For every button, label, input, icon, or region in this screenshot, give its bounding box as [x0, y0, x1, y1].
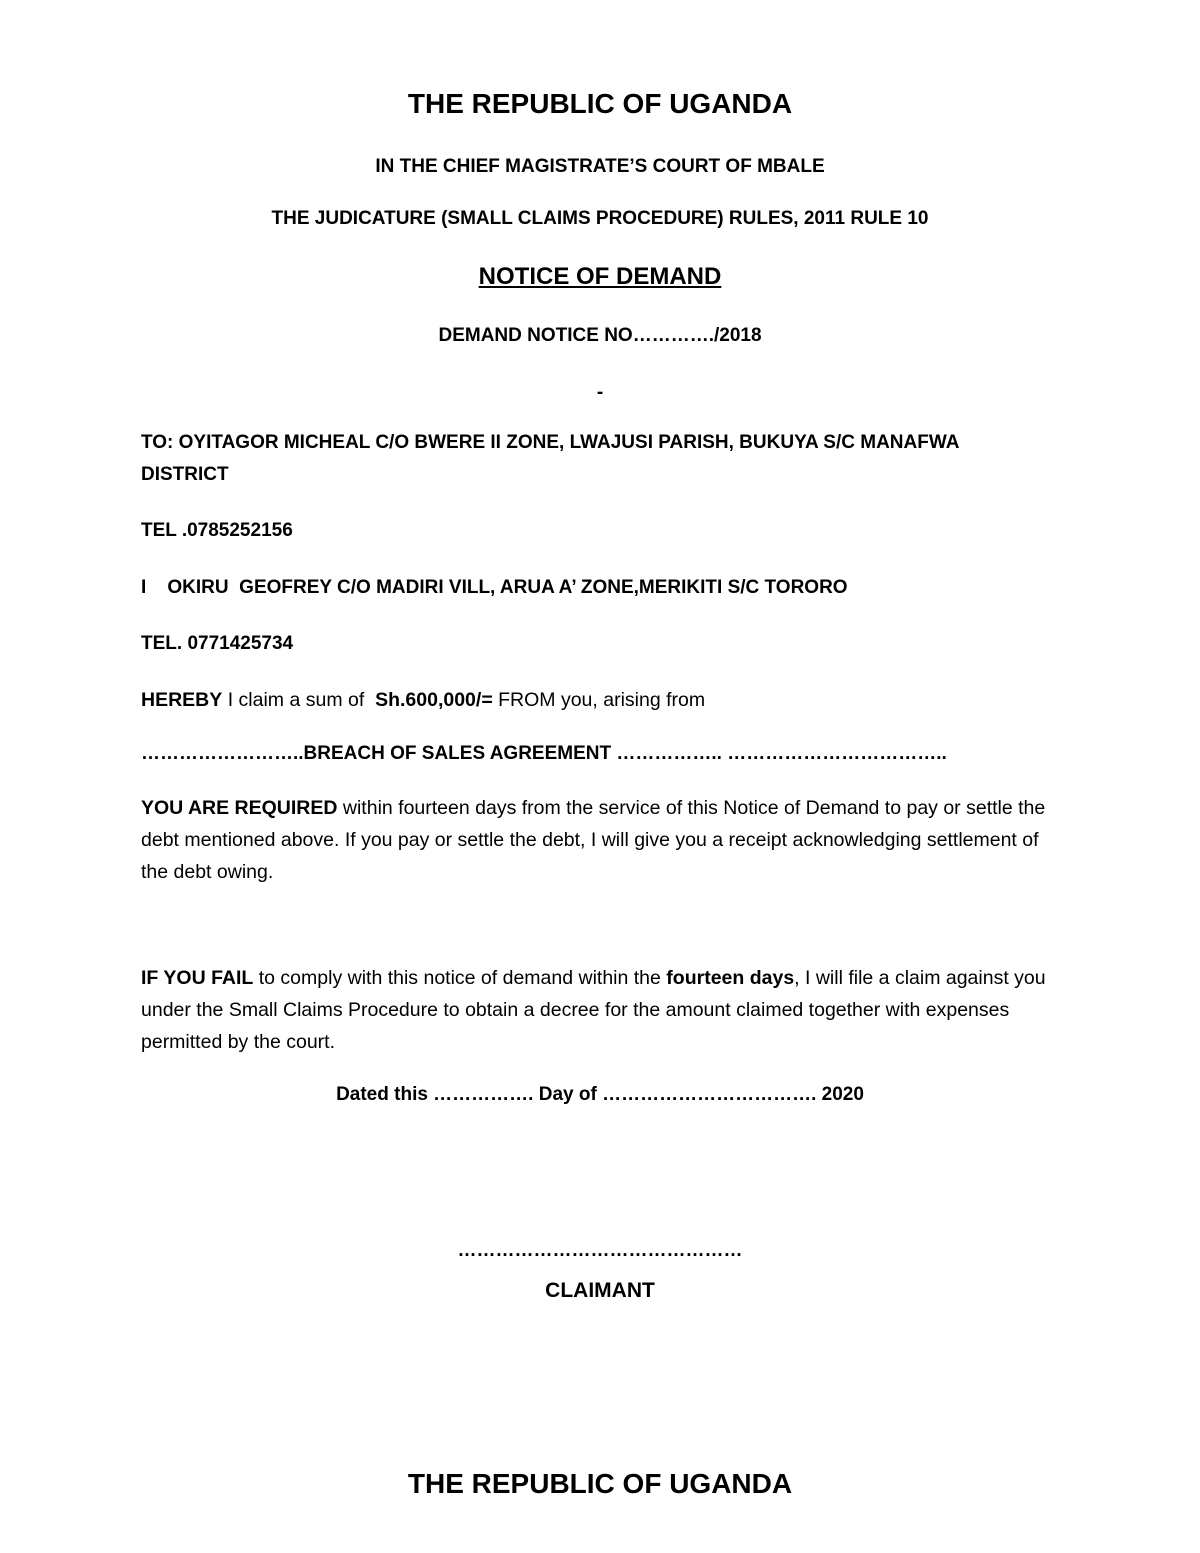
claimant-address: I OKIRU GEOFREY C/O MADIRI VILL, ARUA A’ ZONE,MERIKITI S/C TORORO	[141, 577, 848, 598]
recipient-address-line1: TO: OYITAGOR MICHEAL C/O BWERE II ZONE, LWAJUSI PARISH, BUKUYA S/C MANAFWA	[141, 432, 960, 453]
hereby-label: HEREBY	[141, 689, 223, 711]
signature-line: ………………………………………	[457, 1240, 743, 1261]
fail-paragraph	[141, 962, 1051, 1058]
fail-body-2: , I will file a claim against you under the Small Claims Procedure to obtain a decree for the amount claimed together with expenses permitted by the court.	[141, 967, 1046, 1053]
fail-body-1: to comply with this notice of demand within the	[253, 967, 667, 989]
claim-statement	[141, 689, 705, 712]
separator-dash: -	[596, 382, 604, 403]
dated-line: Dated this ……………. Day of ……………………………. 2020	[336, 1084, 864, 1105]
required-body: within fourteen days from the service of this Notice of Demand to pay or settle the debt mentioned above. If you pay or settle the debt, I will give you a receipt acknowledging settlement of the debt owing.	[141, 797, 1046, 883]
footer-heading-republic: THE REPUBLIC OF UGANDA	[407, 1468, 793, 1499]
claim-text: I claim a sum of	[222, 689, 376, 711]
required-paragraph	[141, 792, 1051, 888]
claimant-telephone: TEL. 0771425734	[141, 633, 294, 654]
recipient-address-line2: DISTRICT	[141, 464, 229, 485]
notice-title: NOTICE OF DEMAND	[478, 263, 722, 290]
claimant-label: CLAIMANT	[545, 1279, 655, 1302]
page-heading-republic: THE REPUBLIC OF UGANDA	[407, 88, 793, 119]
demand-notice-number: DEMAND NOTICE NO…………./2018	[438, 325, 762, 346]
claim-from-text: FROM you, arising from	[492, 689, 706, 711]
fail-emphasis: fourteen days	[666, 967, 795, 989]
fail-lead: IF YOU FAIL	[141, 967, 254, 989]
recipient-telephone: TEL .0785252156	[141, 520, 293, 541]
claim-amount: Sh.600,000/=	[375, 689, 493, 711]
required-lead: YOU ARE REQUIRED	[141, 797, 338, 819]
court-name: IN THE CHIEF MAGISTRATE’S COURT OF MBALE	[375, 156, 825, 177]
rules-heading: THE JUDICATURE (SMALL CLAIMS PROCEDURE) RULES, 2011 RULE 10	[271, 208, 929, 229]
claim-reason: ……………………..BREACH OF SALES AGREEMENT …………….. ……………………………..	[141, 743, 947, 764]
